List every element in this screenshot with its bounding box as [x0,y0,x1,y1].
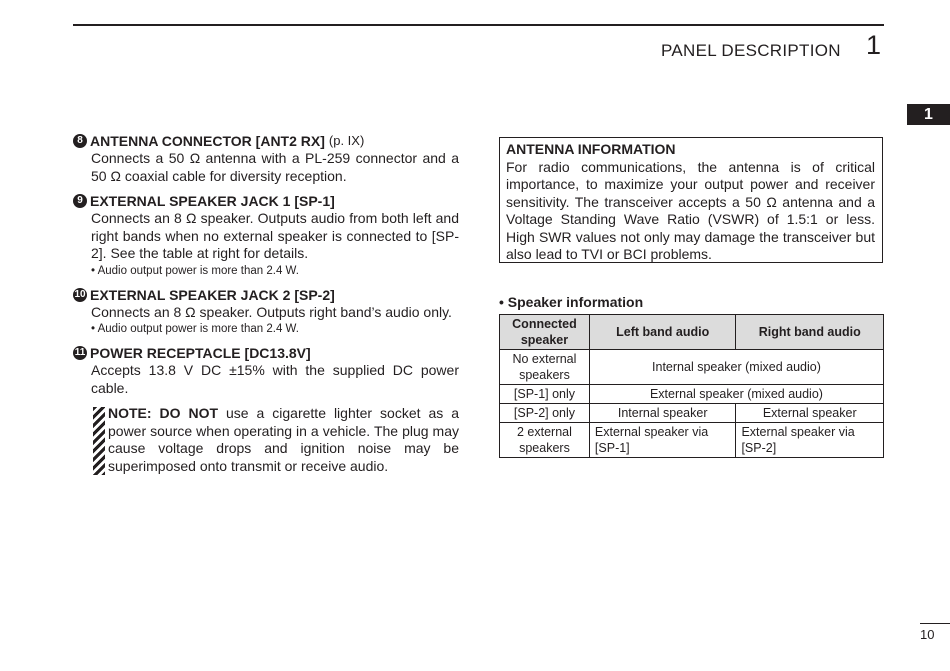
note-label: NOTE: DO NOT [108,405,219,421]
connected-cell: [SP-2] only [500,404,590,423]
section-bullet: • Audio output power is more than 2.4 W. [91,323,299,335]
top-rule [73,24,884,26]
audio-cell: Internal speaker (mixed audio) [589,350,883,385]
item-number-icon: 11 [74,347,86,358]
antenna-info-title: ANTENNA INFORMATION [506,141,676,157]
section-antenna-connector [73,132,459,185]
antenna-info-text: For radio communications, the antenna is of critical importance, to maximize your output power and receiver sensitivity. The transceiver accepts a 50 Ω antenna and a Voltage Standing Wave Ratio (VSWR) of 1.5:1 or less. High SWR values not only may damage the transceiver but also lead to TVI or BCI problems. [506,158,875,262]
right-audio-cell: External speaker via [SP-2] [736,423,884,458]
chapter-number: 1 [866,30,882,60]
item-number-icon: 10 [74,288,86,300]
left-audio-cell: External speaker via [SP-1] [589,423,736,458]
caution-note [93,405,459,475]
left-audio-cell: Internal speaker [589,404,736,423]
section-title: EXTERNAL SPEAKER JACK 1 [SP-1] [90,193,335,209]
section-body: Accepts 13.8 V DC ±15% with the supplied DC power cable. [91,362,459,396]
section-heading [73,132,459,150]
table-row [500,350,884,385]
section-speaker-jack-1 [73,192,459,279]
caution-stripe-icon [93,407,105,475]
section-heading [73,344,459,362]
table-row [500,423,884,458]
item-number-icon: 8 [73,134,87,148]
table-row [500,385,884,404]
antenna-information-box [499,137,883,263]
page-number: 10 [920,627,935,642]
chapter-side-tab: 1 [907,104,950,125]
right-audio-cell: External speaker [736,404,884,423]
table-header-row [500,315,884,350]
connected-cell: 2 external speakers [500,423,590,458]
page-title: PANEL DESCRIPTION [661,41,841,60]
page-reference: (p. IX) [328,133,365,148]
section-title: ANTENNA CONNECTOR [ANT2 RX] [90,133,325,149]
speaker-info-title: • Speaker information [499,294,644,310]
speaker-table [499,314,884,458]
section-body: Connects an 8 Ω speaker. Outputs right band’s audio only. [91,303,452,320]
section-power-receptacle [73,344,459,475]
table-row [500,404,884,423]
section-body: Connects a 50 Ω antenna with a PL-259 connector and a 50 Ω coaxial cable for diversity reception. [91,150,459,184]
connected-cell: No external speakers [500,350,590,385]
connected-cell: [SP-1] only [500,385,590,404]
panel-description-list [73,132,459,482]
audio-cell: External speaker (mixed audio) [589,385,883,404]
section-speaker-jack-2 [73,286,459,338]
item-number-icon: 9 [73,194,87,208]
section-title: POWER RECEPTACLE [DC13.8V] [90,345,311,361]
section-heading [73,192,459,210]
column-header: Left band audio [589,315,736,350]
note-text: use a cigarette lighter socket as a power source when operating in a vehicle. The plug may cause voltage drops and ignition noise may be superimposed onto transmit or receive audio. [108,405,459,474]
section-title: EXTERNAL SPEAKER JACK 2 [SP-2] [90,286,335,303]
page-number-rule [920,623,950,624]
section-heading [73,286,459,304]
column-header: Right band audio [736,315,884,350]
column-header: Connected speaker [500,315,590,350]
section-body: Connects an 8 Ω speaker. Outputs audio from both left and right bands when no external speaker is connected to [SP-2]. See the table at right for details. [91,210,459,261]
section-bullet: • Audio output power is more than 2.4 W. [91,264,299,277]
